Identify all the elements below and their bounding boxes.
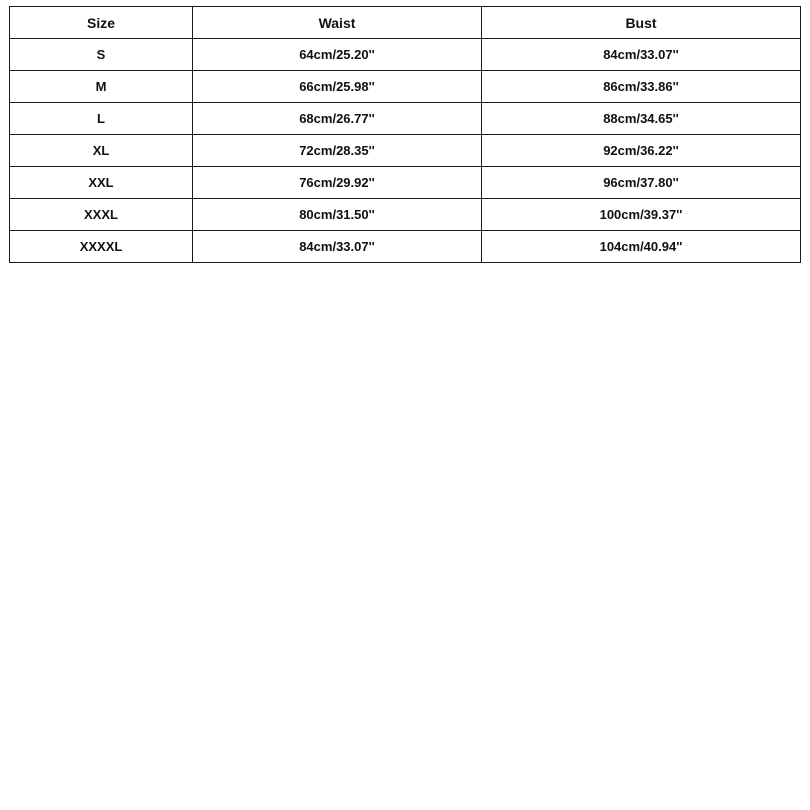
header-waist: Waist: [193, 7, 482, 39]
waist-cell: 66cm/25.98'': [193, 71, 482, 103]
table-row: [10, 199, 801, 231]
size-cell: XXL: [10, 167, 193, 199]
header-size: Size: [10, 7, 193, 39]
waist-cell: 80cm/31.50'': [193, 199, 482, 231]
waist-cell: 72cm/28.35'': [193, 135, 482, 167]
size-cell: XL: [10, 135, 193, 167]
table-row: [10, 103, 801, 135]
size-cell: XXXL: [10, 199, 193, 231]
bust-cell: 86cm/33.86'': [482, 71, 801, 103]
bust-cell: 96cm/37.80'': [482, 167, 801, 199]
table-row: [10, 71, 801, 103]
size-cell: S: [10, 39, 193, 71]
bust-cell: 92cm/36.22'': [482, 135, 801, 167]
waist-cell: 68cm/26.77'': [193, 103, 482, 135]
size-cell: L: [10, 103, 193, 135]
bust-cell: 84cm/33.07'': [482, 39, 801, 71]
table-row: [10, 231, 801, 263]
table-row: [10, 39, 801, 71]
table-row: [10, 135, 801, 167]
size-cell: XXXXL: [10, 231, 193, 263]
header-bust: Bust: [482, 7, 801, 39]
table-header-row: [10, 7, 801, 39]
bust-cell: 88cm/34.65'': [482, 103, 801, 135]
waist-cell: 76cm/29.92'': [193, 167, 482, 199]
size-cell: M: [10, 71, 193, 103]
waist-cell: 64cm/25.20'': [193, 39, 482, 71]
table-row: [10, 167, 801, 199]
waist-cell: 84cm/33.07'': [193, 231, 482, 263]
bust-cell: 104cm/40.94'': [482, 231, 801, 263]
size-chart-table: [9, 6, 801, 263]
bust-cell: 100cm/39.37'': [482, 199, 801, 231]
